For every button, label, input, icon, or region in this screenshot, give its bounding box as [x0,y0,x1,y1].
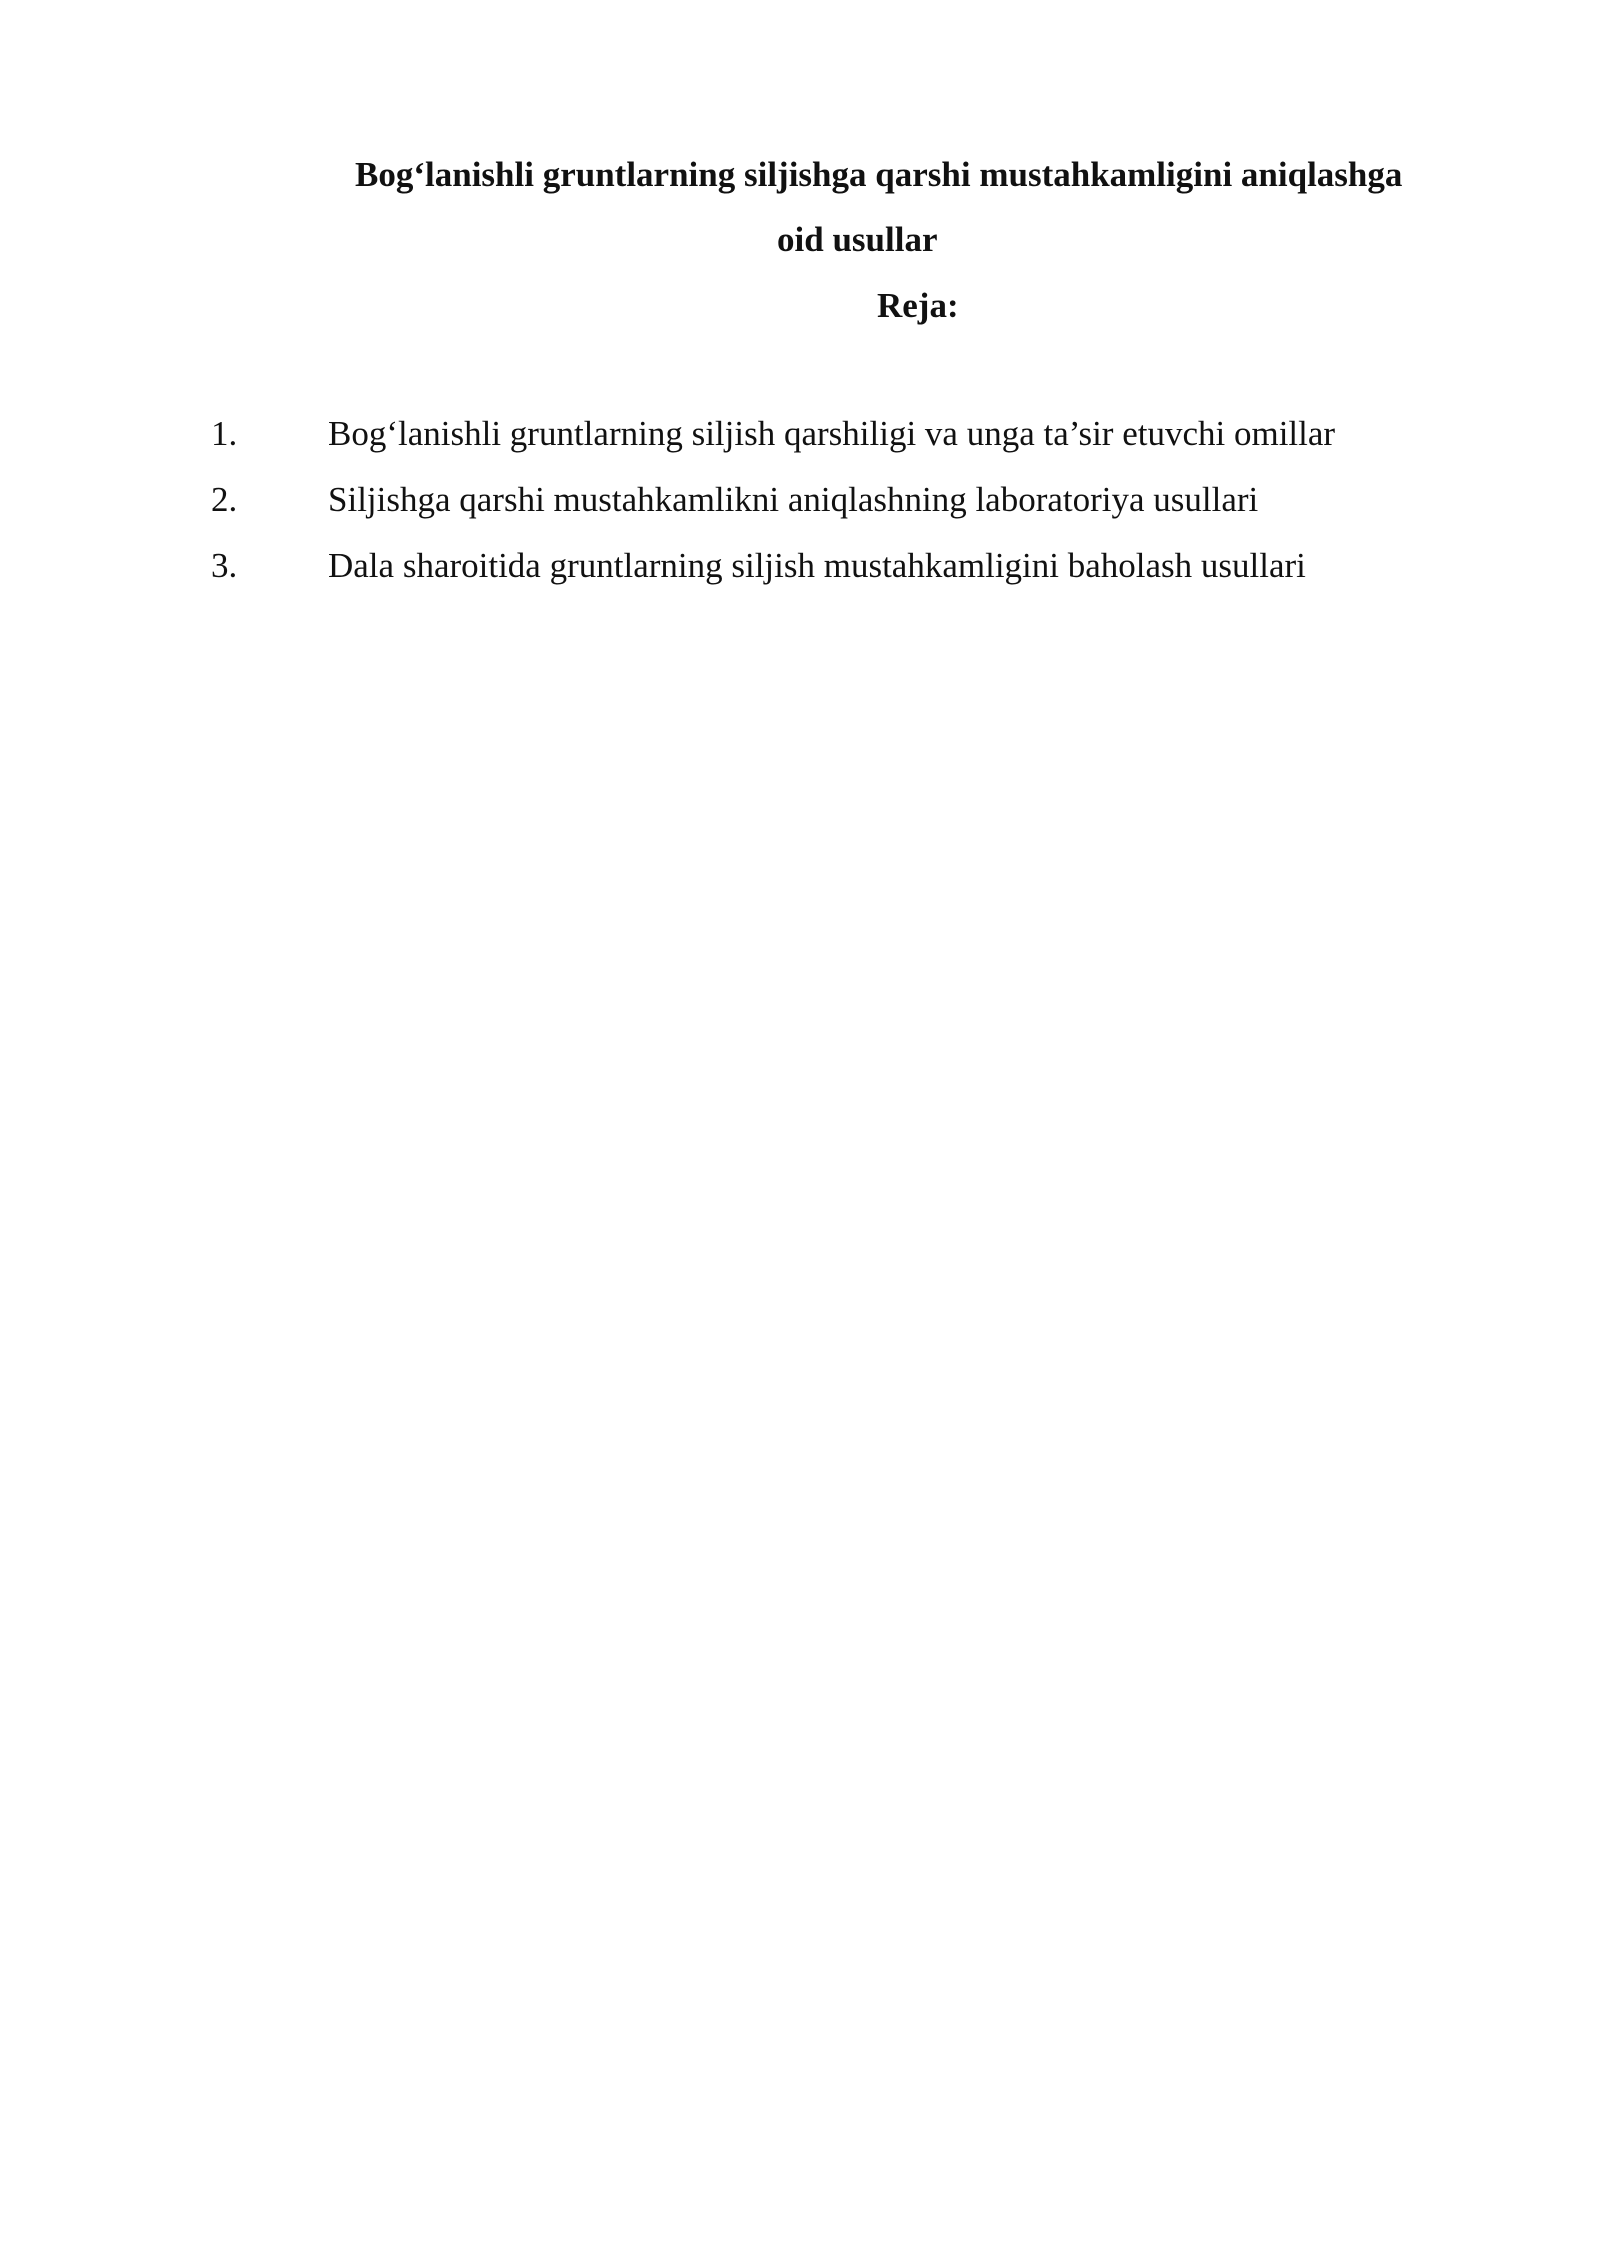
plan-list [0,414,1600,612]
plan-heading: Reja: [877,286,959,325]
plan-item-text: Siljishga qarshi mustahkamlikni aniqlashning laboratoriya usullari [328,480,1259,519]
plan-item-text: Dala sharoitida gruntlarning siljish mustahkamligini baholash usullari [328,546,1306,585]
document-title-line-1: Bog‘lanishli gruntlarning siljishga qarshi mustahkamligini aniqlashga [355,155,1403,194]
plan-item [0,546,1600,612]
plan-item-text: Bog‘lanishli gruntlarning siljish qarshiligi va unga ta’sir etuvchi omillar [328,414,1336,453]
document-title-line-2: oid usullar [777,220,938,259]
plan-item-number: 2. [211,480,238,519]
plan-item-number: 3. [211,546,238,585]
plan-item-number: 1. [211,414,238,453]
plan-item [0,414,1600,480]
plan-item [0,480,1600,546]
